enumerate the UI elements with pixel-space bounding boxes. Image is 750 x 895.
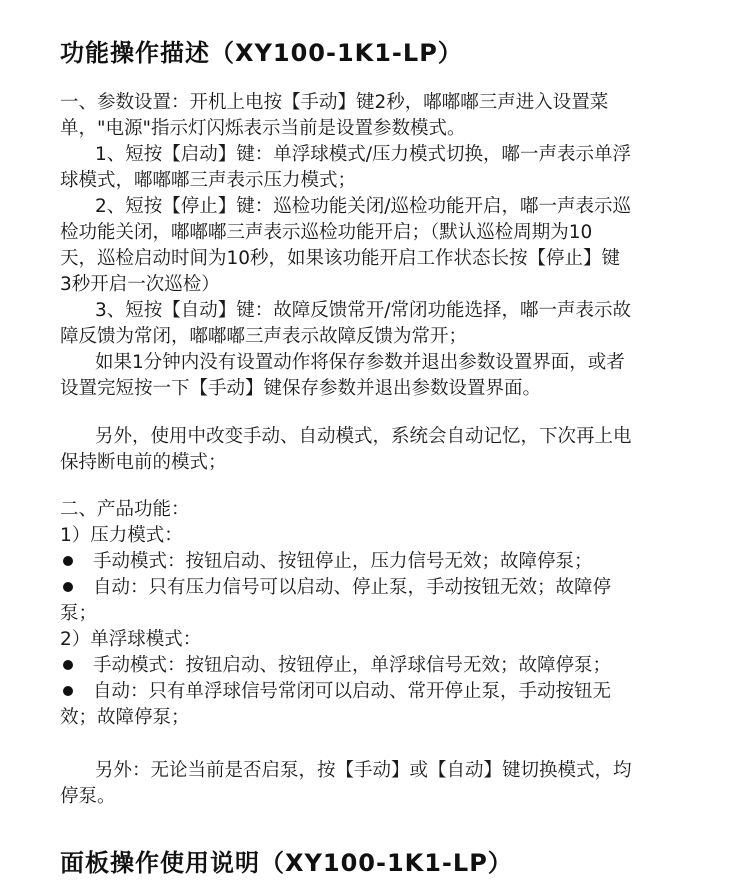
list-item <box>60 653 720 679</box>
list-item-text: 自动：只有压力信号可以启动、停止泵，手动按钮无效；故障停 <box>93 577 612 598</box>
memory-note-line: 保持断电前的模式； <box>60 452 227 473</box>
param-setup-line: 球模式，嘟嘟嘟三声表示压力模式； <box>60 170 357 191</box>
param-setup-line: 天，巡检启动时间为10秒，如果该功能开启工作状态长按【停止】键 <box>60 248 621 269</box>
page-title: 功能操作描述（XY100-1K1-LP） <box>60 39 463 67</box>
list-item-continuation: 效；故障停泵； <box>60 707 190 728</box>
param-setup-line: 检功能关闭，嘟嘟嘟三声表示巡检功能开启；（默认巡检周期为10 <box>60 222 593 243</box>
float-mode-heading: 2）单浮球模式： <box>60 629 202 650</box>
list-item-continuation: 泵； <box>60 603 98 624</box>
memory-note-line: 另外，使用中改变手动、自动模式，系统会自动记忆，下次再上电 <box>95 426 632 447</box>
param-setup-line: 设置完短按一下【手动】键保存参数并退出参数设置界面。 <box>60 378 542 399</box>
switch-note-line: 另外：无论当前是否启泵，按【手动】或【自动】键切换模式，均 <box>95 760 632 781</box>
list-item <box>60 679 720 705</box>
switch-note-line: 停泵。 <box>60 786 116 807</box>
bullet-icon <box>63 660 73 670</box>
param-setup-line: 3秒开启一次巡检） <box>60 274 220 295</box>
pressure-mode-heading: 1）压力模式： <box>60 525 183 546</box>
list-item-text: 手动模式：按钮启动、按钮停止，单浮球信号无效；故障停泵； <box>93 655 612 676</box>
param-setup-line: 3、短按【自动】键：故障反馈常开/常闭功能选择，嘟一声表示故 <box>95 300 632 321</box>
list-item <box>60 575 720 601</box>
bullet-icon <box>63 556 73 566</box>
param-setup-line: 2、短按【停止】键：巡检功能关闭/巡检功能开启，嘟一声表示巡 <box>95 196 632 217</box>
param-setup-line: 障反馈为常闭，嘟嘟嘟三声表示故障反馈为常开； <box>60 326 468 347</box>
param-setup-line: 1、短按【启动】键：单浮球模式/压力模式切换，嘟一声表示单浮 <box>95 144 632 165</box>
param-setup-line: 如果1分钟内没有设置动作将保存参数并退出参数设置界面，或者 <box>95 352 625 373</box>
param-setup-line: 单，"电源"指示灯闪烁表示当前是设置参数模式。 <box>60 118 466 139</box>
panel-instructions-title: 面板操作使用说明（XY100-1K1-LP） <box>60 849 513 877</box>
list-item-text: 手动模式：按钮启动、按钮停止，压力信号无效；故障停泵； <box>93 551 593 572</box>
list-item <box>60 549 720 575</box>
bullet-icon <box>63 582 73 592</box>
product-functions-heading: 二、产品功能： <box>60 499 190 520</box>
list-item-text: 自动：只有单浮球信号常闭可以启动、常开停止泵，手动按钮无 <box>93 681 612 702</box>
param-setup-line: 一、参数设置：开机上电按【手动】键2秒，嘟嘟嘟三声进入设置菜 <box>60 92 609 113</box>
bullet-icon <box>63 686 73 696</box>
